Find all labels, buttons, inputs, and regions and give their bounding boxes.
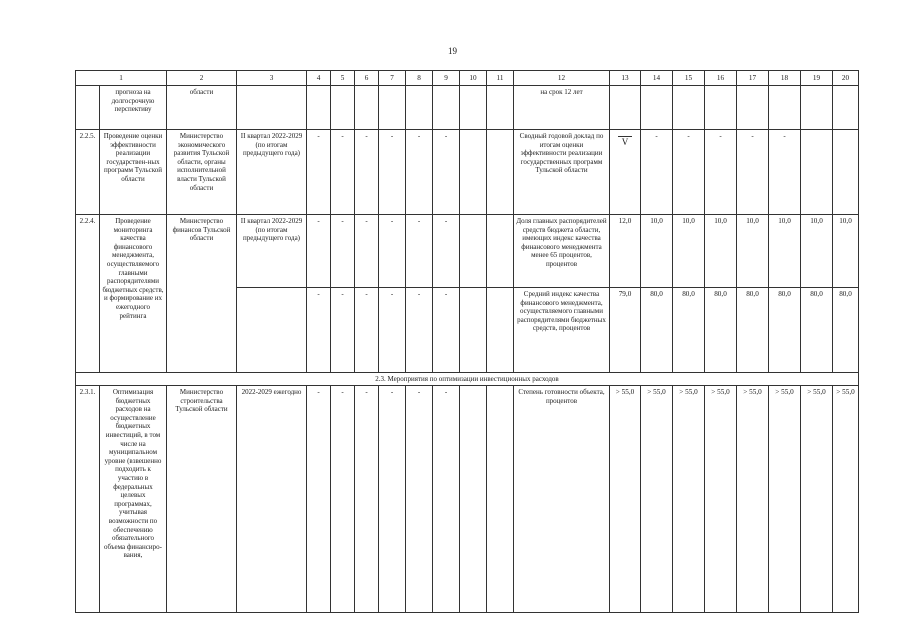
row-number: 2.3.1. (76, 386, 100, 613)
dash-cell: - (379, 130, 406, 215)
header-cell: 10 (460, 71, 487, 86)
value-cell: 10,0 (769, 215, 801, 288)
dash-cell: - (433, 215, 460, 288)
dash-cell: - (307, 386, 331, 613)
measure-name: прогноза на долгосрочную перспективу (100, 86, 167, 130)
dash-cell: - (406, 288, 433, 373)
dash-cell: - (641, 130, 673, 215)
header-cell: 6 (355, 71, 379, 86)
header-cell: 16 (705, 71, 737, 86)
row-number: 2.2.4. (76, 215, 100, 373)
dash-cell: - (406, 130, 433, 215)
value-cell: 10,0 (801, 215, 833, 288)
dash-cell: - (406, 386, 433, 613)
header-cell: 5 (331, 71, 355, 86)
dash-cell: - (379, 288, 406, 373)
value-cell: 80,0 (769, 288, 801, 373)
deadline (237, 288, 307, 373)
value-cell: 10,0 (673, 215, 705, 288)
table-row (76, 130, 859, 215)
dash-cell: - (379, 215, 406, 288)
dash-cell: - (355, 215, 379, 288)
dash-cell: - (737, 130, 769, 215)
value-cell (610, 130, 641, 215)
value-cell: > 55,0 (610, 386, 641, 613)
responsible: области (167, 86, 237, 130)
header-cell: 18 (769, 71, 801, 86)
value-cell: 10,0 (705, 215, 737, 288)
row-number: 2.2.5. (76, 130, 100, 215)
value-cell: > 55,0 (641, 386, 673, 613)
value-cell: 80,0 (737, 288, 769, 373)
header-cell: 14 (641, 71, 673, 86)
value-cell: > 55,0 (801, 386, 833, 613)
value-cell: 80,0 (833, 288, 859, 373)
dash-cell: - (355, 288, 379, 373)
value-cell: 80,0 (673, 288, 705, 373)
dash-cell: - (769, 130, 801, 215)
value-cell: 10,0 (641, 215, 673, 288)
value-cell: > 55,0 (673, 386, 705, 613)
dash-cell: - (705, 130, 737, 215)
dash-cell: - (379, 386, 406, 613)
dash-cell: - (433, 130, 460, 215)
indicator: на срок 12 лет (514, 86, 610, 130)
dash-cell: - (331, 288, 355, 373)
page-number: 19 (448, 46, 457, 56)
deadline: II квартал 2022-2029 (по итогам предыдущего года) (237, 215, 307, 288)
measure-name: Проведение мониторинга качества финансового менеджмента, осуществляемого главными распорядителями бюджетных средств, и формирование их ежегодного рейтинга (100, 215, 167, 373)
dash-cell: - (355, 386, 379, 613)
header-cell: 15 (673, 71, 705, 86)
header-cell: 19 (801, 71, 833, 86)
table-row (76, 215, 859, 288)
header-cell: 13 (610, 71, 641, 86)
header-cell: 11 (487, 71, 514, 86)
responsible: Министерство финансов Тульской области (167, 215, 237, 373)
header-cell: 12 (514, 71, 610, 86)
value-cell: 10,0 (737, 215, 769, 288)
value-cell: 10,0 (833, 215, 859, 288)
check-mark-icon: V (618, 136, 632, 147)
section-row (76, 373, 859, 386)
dash-cell: - (307, 130, 331, 215)
header-cell: 7 (379, 71, 406, 86)
dash-cell: - (355, 130, 379, 215)
dash-cell: - (331, 215, 355, 288)
dash-cell: - (307, 215, 331, 288)
dash-cell: - (433, 288, 460, 373)
value-cell: > 55,0 (769, 386, 801, 613)
deadline: 2022-2029 ежегодно (237, 386, 307, 613)
header-cell: 4 (307, 71, 331, 86)
value-cell: > 55,0 (833, 386, 859, 613)
plan-table (75, 70, 859, 613)
responsible: Министерство строительства Тульской области (167, 386, 237, 613)
measure-name: Оптимизация бюджетных расходов на осуществление бюджетных инвестиций, в том числе на муниципальном уровне (взвешенно подходить к участию в федеральных целевых программах, учитывая возможности по обеспечению обязательного объема финансиро-вания, (100, 386, 167, 613)
header-cell: 2 (167, 71, 237, 86)
header-cell: 8 (406, 71, 433, 86)
indicator: Средний индекс качества финансового менеджмента, осуществляемого главными распорядителями бюджетных средств, процентов (514, 288, 610, 373)
dash-cell: - (331, 386, 355, 613)
table-row (76, 386, 859, 613)
header-cell: 20 (833, 71, 859, 86)
header-cell: 17 (737, 71, 769, 86)
measure-name: Проведение оценки эффективности реализации государствен-ных программ Тульской области (100, 130, 167, 215)
indicator: Степень готовности объекта, процентов (514, 386, 610, 613)
value-cell: > 55,0 (705, 386, 737, 613)
deadline (237, 86, 307, 130)
dash-cell: - (673, 130, 705, 215)
responsible: Министерство экономического развития Тульской области, органы исполнительной власти Тульской области (167, 130, 237, 215)
value-cell: 80,0 (705, 288, 737, 373)
indicator: Сводный годовой доклад по итогам оценки эффективности реализации государственных программ Тульской области (514, 130, 610, 215)
section-title: 2.3. Мероприятия по оптимизации инвестиционных расходов (76, 373, 859, 386)
dash-cell: - (307, 288, 331, 373)
dash-cell: - (331, 130, 355, 215)
deadline: II квартал 2022-2029 (по итогам предыдущего года) (237, 130, 307, 215)
table-row (76, 86, 859, 130)
header-cell: 1 (76, 71, 167, 86)
value-cell: 79,0 (610, 288, 641, 373)
value-cell: > 55,0 (737, 386, 769, 613)
value-cell: 80,0 (801, 288, 833, 373)
value-cell: 12,0 (610, 215, 641, 288)
value-cell: 80,0 (641, 288, 673, 373)
dash-cell: - (406, 215, 433, 288)
header-row (76, 71, 859, 86)
dash-cell: - (433, 386, 460, 613)
indicator: Доля главных распорядителей средств бюджета области, имеющих индекс качества финансового менеджмента менее 65 процентов, процентов (514, 215, 610, 288)
header-cell: 3 (237, 71, 307, 86)
header-cell: 9 (433, 71, 460, 86)
row-number (76, 86, 100, 130)
